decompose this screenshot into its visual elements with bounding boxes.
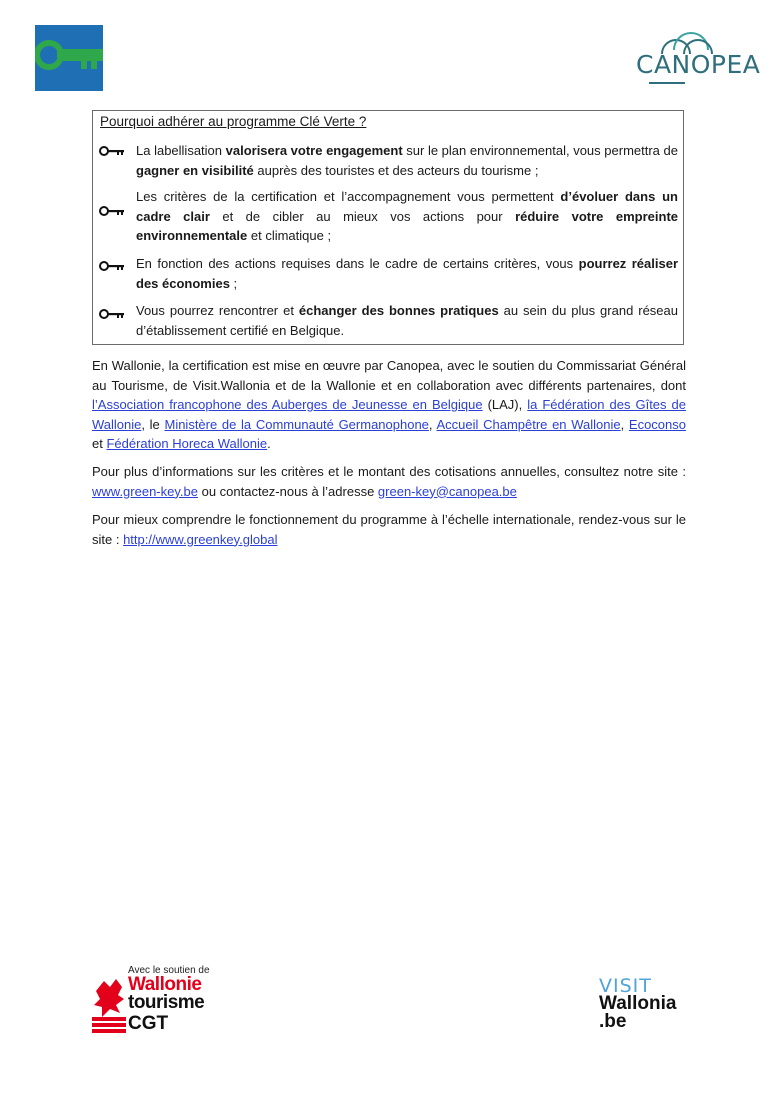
text-run: , — [620, 416, 629, 432]
bold-text: valorisera votre engagement — [225, 143, 403, 158]
canopea-wordmark: CANOPEA — [636, 50, 761, 79]
visit-line2: Wallonia — [599, 993, 677, 1014]
text-run: , le — [141, 416, 165, 432]
brand-cgt: CGT — [128, 1013, 169, 1034]
text-run: au sein du plus grand réseau d’établissement certifié en Belgique. — [136, 303, 678, 338]
link[interactable]: la Fédération des Gîtes de Wallonie — [92, 397, 686, 432]
text-run: et de cibler au mieux vos actions pour — [209, 208, 516, 224]
text-run: ou contactez-nous à l’adresse — [197, 483, 378, 499]
text-run: (LAJ), — [482, 397, 528, 413]
box-title: Pourquoi adhérer au programme Clé Verte ? — [100, 114, 367, 129]
visit-wallonia-logo — [597, 975, 707, 1035]
text-run: Les critères de la certification et l’accompagnement vous permettent — [136, 189, 561, 204]
text-run: En fonction des actions requises dans le cadre de certains critères, vous — [136, 256, 579, 271]
text-run: Vous pourrez rencontrer et — [136, 303, 299, 318]
bold-text: réduire votre empreinte environnementale — [136, 208, 679, 244]
text-run: ; — [229, 275, 238, 291]
text-run: sur le plan environnemental, vous permettra de — [402, 143, 678, 158]
key-icon — [99, 260, 125, 272]
benefit-item — [136, 254, 678, 293]
link[interactable]: www.green-key.be — [92, 483, 198, 499]
brand-tourisme: tourisme — [128, 992, 205, 1013]
benefit-item — [136, 187, 678, 246]
key-icon — [99, 145, 125, 157]
text-run: et climatique ; — [247, 228, 332, 244]
brand-wallonie: Wallonie — [128, 974, 202, 995]
text-run: , — [428, 416, 437, 432]
bold-text: échanger des bonnes pratiques — [298, 303, 499, 318]
link[interactable]: Fédération Horeca Wallonie — [106, 436, 268, 452]
text-run: Pour mieux comprendre le fonctionnement du programme à l’échelle internationale, rendez-vous sur le site : — [92, 512, 686, 547]
green-key-logo — [35, 25, 103, 91]
paragraph-international — [92, 510, 686, 549]
link[interactable]: green-key@canopea.be — [377, 483, 517, 499]
link[interactable]: Ministère de la Communauté Germanophone — [164, 416, 429, 432]
canopea-underline — [649, 82, 685, 84]
visit-line3: .be — [599, 1011, 627, 1032]
text-run: La labellisation — [136, 143, 226, 158]
link[interactable]: l’Association francophone des Auberges de Jeunesse en Belgique — [92, 397, 483, 413]
link[interactable]: Accueil Champêtre en Wallonie — [436, 416, 621, 432]
text-run: auprès des touristes et des acteurs du tourisme ; — [253, 162, 539, 178]
paragraph-partners — [92, 356, 686, 454]
bold-text: gagner en visibilité — [136, 162, 254, 178]
text-run: et — [92, 436, 107, 452]
link[interactable]: Ecoconso — [628, 416, 686, 432]
key-icon — [99, 308, 125, 320]
visit-line1: VISIT — [599, 975, 652, 997]
bold-text: d’évoluer dans un cadre clair — [136, 189, 678, 224]
text-run: En Wallonie, la certification est mise en œuvre par Canopea, avec le soutien du Commissariat Général au Tourisme, de Visit.Wallonia et de la Wallonie et en collaboration avec différents partenaires, dont — [92, 358, 686, 393]
text-run: . — [267, 436, 271, 452]
key-icon — [99, 205, 125, 217]
wallonie-tourisme-cgt-logo — [90, 965, 230, 1040]
paragraph-contact — [92, 462, 686, 501]
link[interactable]: http://www.greenkey.global — [123, 531, 278, 547]
benefit-item — [136, 301, 678, 340]
text-run: Pour plus d’informations sur les critères et le montant des cotisations annuelles, consultez notre site : — [92, 464, 686, 479]
benefit-item — [136, 141, 678, 180]
support-line: Avec le soutien de — [128, 965, 210, 976]
bold-text: pourrez réaliser des économies — [136, 256, 679, 291]
